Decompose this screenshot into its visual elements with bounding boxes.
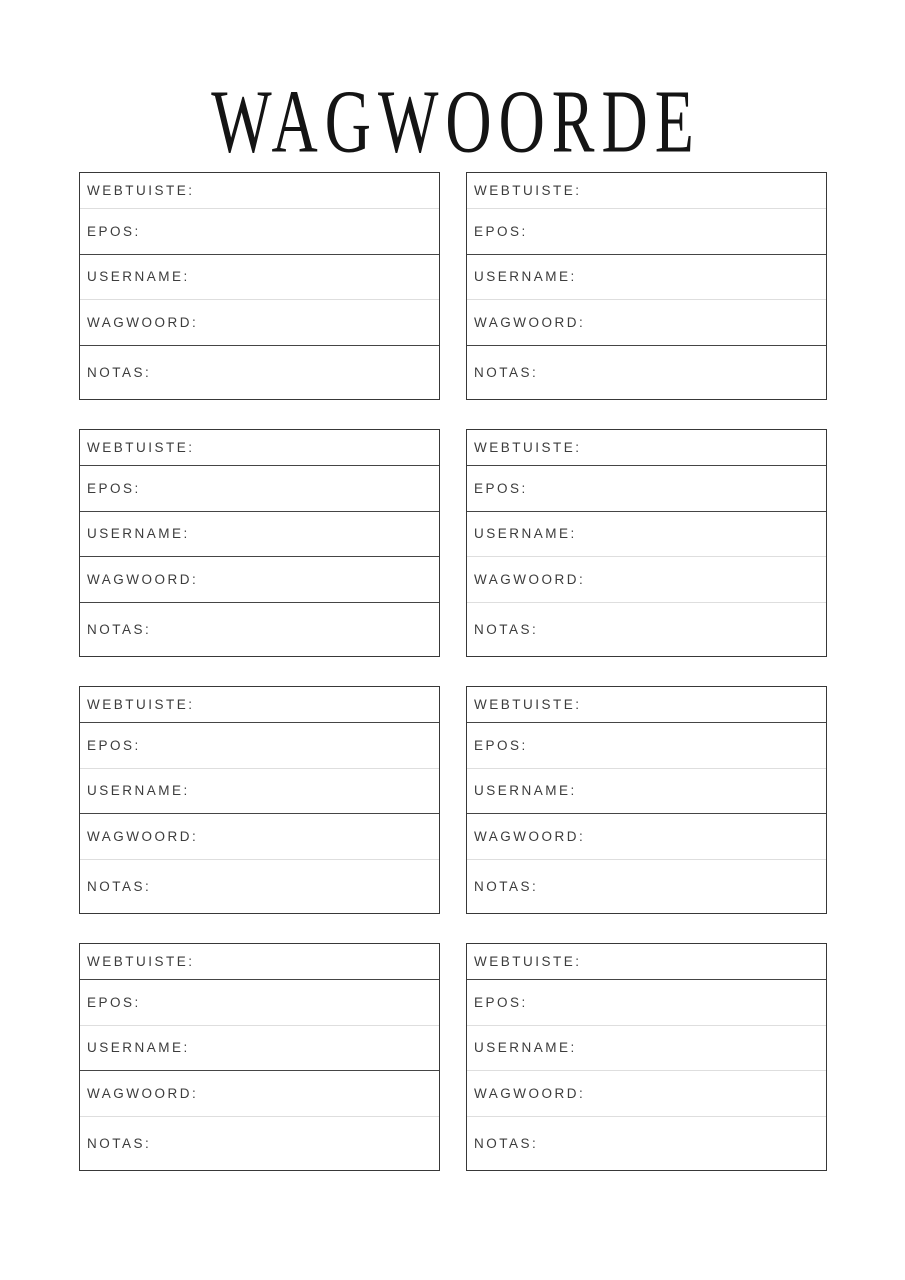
field-label-username: USERNAME: xyxy=(87,1040,190,1056)
field-row-notas xyxy=(80,1116,439,1170)
field-label-wagwoord: WAGWOORD: xyxy=(474,314,586,330)
field-value-username[interactable] xyxy=(196,512,433,556)
field-value-webtuiste[interactable] xyxy=(201,944,433,979)
field-row-wagwoord xyxy=(80,813,439,859)
field-row-username xyxy=(80,768,439,813)
field-value-wagwoord[interactable] xyxy=(204,557,433,602)
field-label-username: USERNAME: xyxy=(87,526,190,542)
field-label-username: USERNAME: xyxy=(474,269,577,285)
field-value-webtuiste[interactable] xyxy=(201,430,433,465)
field-label-wagwoord: WAGWOORD: xyxy=(87,571,199,587)
field-label-epos: EPOS: xyxy=(87,480,141,496)
field-label-notas: NOTAS: xyxy=(474,1135,539,1151)
field-value-wagwoord[interactable] xyxy=(591,814,820,859)
field-label-wagwoord: WAGWOORD: xyxy=(474,571,586,587)
page-title: WAGWOORDE xyxy=(211,71,701,171)
field-row-epos xyxy=(80,722,439,768)
field-label-epos: EPOS: xyxy=(87,737,141,753)
field-value-epos[interactable] xyxy=(147,209,433,254)
field-row-wagwoord xyxy=(80,556,439,602)
field-label-epos: EPOS: xyxy=(474,994,528,1010)
field-row-wagwoord xyxy=(80,299,439,345)
field-row-webtuiste xyxy=(80,687,439,722)
field-label-wagwoord: WAGWOORD: xyxy=(87,1085,199,1101)
field-value-wagwoord[interactable] xyxy=(591,557,820,602)
field-value-epos[interactable] xyxy=(534,466,820,511)
field-label-webtuiste: WEBTUISTE: xyxy=(87,696,195,712)
field-row-wagwoord xyxy=(467,299,826,345)
field-label-epos: EPOS: xyxy=(474,480,528,496)
field-value-webtuiste[interactable] xyxy=(588,944,820,979)
field-row-wagwoord xyxy=(467,1070,826,1116)
field-value-username[interactable] xyxy=(583,1026,820,1070)
field-label-username: USERNAME: xyxy=(87,269,190,285)
field-row-epos xyxy=(467,208,826,254)
field-row-username xyxy=(467,511,826,556)
field-label-epos: EPOS: xyxy=(474,223,528,239)
field-row-username xyxy=(80,1025,439,1070)
field-row-wagwoord xyxy=(467,813,826,859)
field-label-notas: NOTAS: xyxy=(474,364,539,380)
field-label-webtuiste: WEBTUISTE: xyxy=(87,439,195,455)
password-card xyxy=(466,686,827,914)
field-label-webtuiste: WEBTUISTE: xyxy=(474,953,582,969)
field-row-notas xyxy=(80,602,439,656)
field-row-notas xyxy=(467,1116,826,1170)
field-row-epos xyxy=(80,208,439,254)
field-row-wagwoord xyxy=(80,1070,439,1116)
password-log-page xyxy=(0,71,905,1171)
field-value-notas[interactable] xyxy=(544,1117,820,1170)
field-value-webtuiste[interactable] xyxy=(588,430,820,465)
field-row-epos xyxy=(80,979,439,1025)
field-row-username xyxy=(467,768,826,813)
field-value-username[interactable] xyxy=(196,255,433,299)
field-row-epos xyxy=(80,465,439,511)
field-label-notas: NOTAS: xyxy=(474,621,539,637)
field-value-webtuiste[interactable] xyxy=(588,173,820,208)
field-row-webtuiste xyxy=(467,687,826,722)
field-label-webtuiste: WEBTUISTE: xyxy=(474,439,582,455)
field-value-username[interactable] xyxy=(196,769,433,813)
field-value-wagwoord[interactable] xyxy=(204,300,433,345)
password-card xyxy=(79,429,440,657)
field-value-wagwoord[interactable] xyxy=(591,300,820,345)
field-row-notas xyxy=(467,602,826,656)
field-value-webtuiste[interactable] xyxy=(201,173,433,208)
field-row-epos xyxy=(467,722,826,768)
field-value-username[interactable] xyxy=(583,255,820,299)
field-value-epos[interactable] xyxy=(147,466,433,511)
password-card xyxy=(79,172,440,400)
field-value-epos[interactable] xyxy=(147,723,433,768)
field-row-webtuiste xyxy=(467,173,826,208)
field-label-notas: NOTAS: xyxy=(87,1135,152,1151)
field-label-notas: NOTAS: xyxy=(87,878,152,894)
field-row-wagwoord xyxy=(467,556,826,602)
field-label-webtuiste: WEBTUISTE: xyxy=(474,182,582,198)
field-value-epos[interactable] xyxy=(534,209,820,254)
field-label-notas: NOTAS: xyxy=(474,878,539,894)
field-value-notas[interactable] xyxy=(544,346,820,399)
field-value-username[interactable] xyxy=(583,512,820,556)
field-row-username xyxy=(80,511,439,556)
field-value-wagwoord[interactable] xyxy=(591,1071,820,1116)
field-label-username: USERNAME: xyxy=(474,783,577,799)
field-label-webtuiste: WEBTUISTE: xyxy=(87,182,195,198)
field-value-username[interactable] xyxy=(196,1026,433,1070)
field-row-epos xyxy=(467,465,826,511)
field-row-webtuiste xyxy=(80,430,439,465)
password-card xyxy=(466,943,827,1171)
field-value-epos[interactable] xyxy=(534,980,820,1025)
field-label-webtuiste: WEBTUISTE: xyxy=(474,696,582,712)
field-label-webtuiste: WEBTUISTE: xyxy=(87,953,195,969)
field-label-epos: EPOS: xyxy=(87,223,141,239)
password-card xyxy=(466,429,827,657)
field-value-wagwoord[interactable] xyxy=(204,814,433,859)
field-value-notas[interactable] xyxy=(157,603,433,656)
field-value-notas[interactable] xyxy=(157,346,433,399)
field-row-webtuiste xyxy=(467,430,826,465)
field-label-epos: EPOS: xyxy=(87,994,141,1010)
field-label-notas: NOTAS: xyxy=(87,621,152,637)
password-card xyxy=(466,172,827,400)
field-label-wagwoord: WAGWOORD: xyxy=(474,828,586,844)
field-value-notas[interactable] xyxy=(544,603,820,656)
password-card xyxy=(79,686,440,914)
field-row-webtuiste xyxy=(80,944,439,979)
field-value-wagwoord[interactable] xyxy=(204,1071,433,1116)
field-label-wagwoord: WAGWOORD: xyxy=(474,1085,586,1101)
field-row-username xyxy=(80,254,439,299)
field-label-wagwoord: WAGWOORD: xyxy=(87,314,199,330)
field-row-webtuiste xyxy=(80,173,439,208)
page-header xyxy=(0,71,905,171)
field-row-username xyxy=(467,254,826,299)
field-row-webtuiste xyxy=(467,944,826,979)
password-cards-grid xyxy=(79,172,827,1171)
field-value-webtuiste[interactable] xyxy=(201,687,433,722)
field-value-notas[interactable] xyxy=(544,860,820,913)
field-value-notas[interactable] xyxy=(157,860,433,913)
field-value-notas[interactable] xyxy=(157,1117,433,1170)
field-row-notas xyxy=(80,345,439,399)
field-label-epos: EPOS: xyxy=(474,737,528,753)
field-row-notas xyxy=(467,345,826,399)
field-row-notas xyxy=(467,859,826,913)
field-label-username: USERNAME: xyxy=(87,783,190,799)
field-label-wagwoord: WAGWOORD: xyxy=(87,828,199,844)
field-label-username: USERNAME: xyxy=(474,1040,577,1056)
field-label-notas: NOTAS: xyxy=(87,364,152,380)
field-value-epos[interactable] xyxy=(534,723,820,768)
field-row-epos xyxy=(467,979,826,1025)
field-row-notas xyxy=(80,859,439,913)
field-value-webtuiste[interactable] xyxy=(588,687,820,722)
field-label-username: USERNAME: xyxy=(474,526,577,542)
password-card xyxy=(79,943,440,1171)
field-value-username[interactable] xyxy=(583,769,820,813)
field-row-username xyxy=(467,1025,826,1070)
field-value-epos[interactable] xyxy=(147,980,433,1025)
